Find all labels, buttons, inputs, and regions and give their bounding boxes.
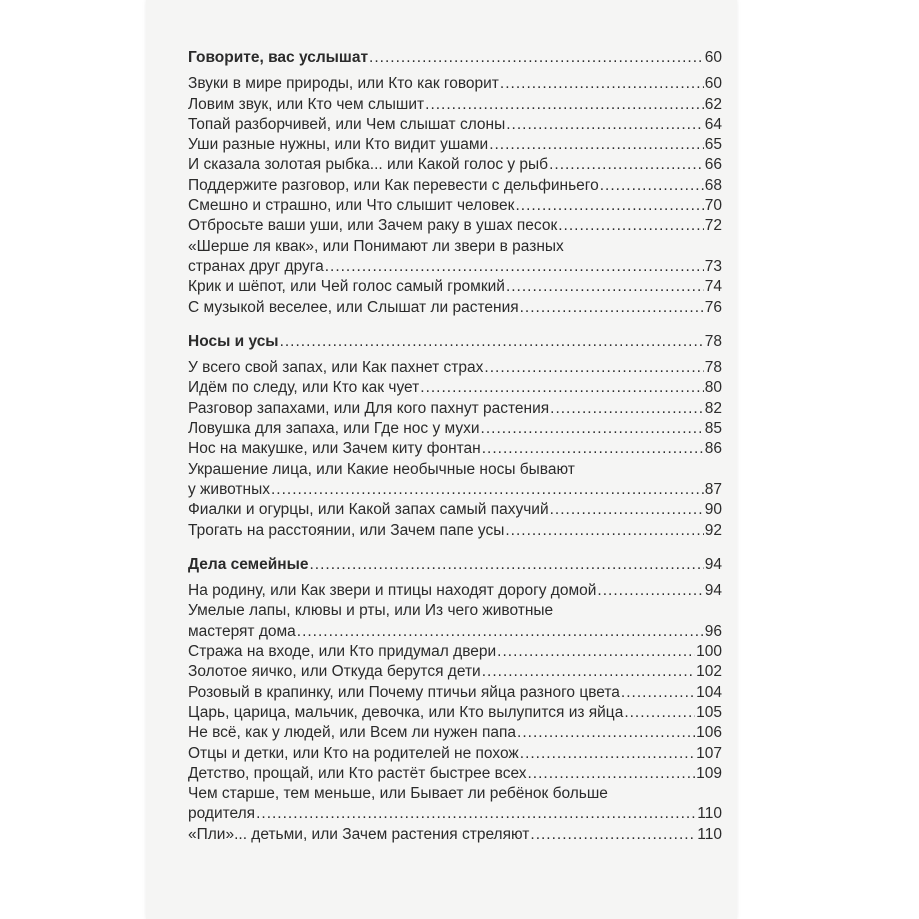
dot-leader <box>506 277 704 297</box>
toc-entry[interactable] <box>188 581 722 601</box>
dot-leader <box>481 419 704 439</box>
dot-leader <box>482 439 704 459</box>
entry-title: родителя <box>188 805 256 823</box>
toc-entry[interactable] <box>188 784 722 825</box>
entry-title: Уши разные нужны, или Кто видит ушами <box>188 136 489 154</box>
toc-entry[interactable] <box>188 196 722 216</box>
toc-section <box>188 48 722 318</box>
toc-entry[interactable] <box>188 115 722 135</box>
dot-leader <box>600 176 704 196</box>
toc-entry[interactable] <box>188 683 722 703</box>
toc-entry[interactable] <box>188 825 722 845</box>
dot-leader <box>550 399 704 419</box>
dot-leader <box>550 500 704 520</box>
page-number: 94 <box>704 555 722 573</box>
table-of-contents <box>188 48 722 859</box>
page-number: 87 <box>704 480 722 498</box>
page-number: 94 <box>704 582 722 600</box>
dot-leader <box>506 115 704 135</box>
dot-leader <box>505 521 703 541</box>
dot-leader <box>520 298 704 318</box>
entry-title: Разговор запахами, или Для кого пахнут растения <box>188 399 550 417</box>
dot-leader <box>549 155 704 175</box>
page-number: 106 <box>696 724 722 742</box>
page-number: 90 <box>704 501 722 519</box>
toc-entry[interactable] <box>188 460 722 501</box>
dot-leader <box>530 825 696 845</box>
entry-title-line: Украшение лица, или Какие необычные носы бывают <box>188 460 575 478</box>
toc-entry[interactable] <box>188 662 722 682</box>
dot-leader <box>597 581 703 601</box>
page-number: 102 <box>696 663 722 681</box>
dot-leader <box>420 378 703 398</box>
entry-title: Золотое яичко, или Откуда берутся дети <box>188 663 481 681</box>
toc-entry[interactable] <box>188 277 722 297</box>
entry-title: Отбросьте ваши уши, или Зачем раку в ушах песок <box>188 217 558 235</box>
entry-title: Ловушка для запаха, или Где нос у мухи <box>188 420 480 438</box>
page-number: 104 <box>696 683 722 701</box>
dot-leader <box>497 642 695 662</box>
toc-entry[interactable] <box>188 601 722 642</box>
page-number: 78 <box>704 332 722 350</box>
page-number: 60 <box>704 49 722 66</box>
page-number: 109 <box>696 764 722 782</box>
page-number: 72 <box>704 217 722 235</box>
toc-entry[interactable] <box>188 399 722 419</box>
page-number: 60 <box>704 75 722 93</box>
dot-leader <box>297 622 704 642</box>
page-number: 80 <box>704 379 722 397</box>
entry-title: Отцы и детки, или Кто на родителей не похож <box>188 744 519 762</box>
dot-leader <box>624 703 695 723</box>
toc-entry[interactable] <box>188 176 722 196</box>
page-number: 110 <box>697 805 722 823</box>
page-number: 70 <box>704 197 722 215</box>
entry-title: Не всё, как у людей, или Всем ли нужен папа <box>188 724 517 742</box>
dot-leader <box>369 48 704 68</box>
entry-title: Идём по следу, или Кто как чует <box>188 379 420 397</box>
page-number: 85 <box>704 420 722 438</box>
dot-leader <box>528 764 696 784</box>
page-number: 107 <box>696 744 722 762</box>
toc-entry[interactable] <box>188 378 722 398</box>
dot-leader <box>256 804 696 824</box>
dot-leader <box>558 216 704 236</box>
dot-leader <box>425 95 704 115</box>
entry-title: Царь, царица, мальчик, девочка, или Кто вылупится из яйца <box>188 703 624 721</box>
dot-leader <box>500 74 704 94</box>
entry-title: Стража на входе, или Кто придумал двери <box>188 643 497 661</box>
page-number: 86 <box>704 440 722 458</box>
toc-section <box>188 555 722 845</box>
entry-title: «Пли»... детьми, или Зачем растения стреляют <box>188 825 530 843</box>
entry-title: у животных <box>188 480 270 498</box>
dot-leader <box>515 196 703 216</box>
dot-leader <box>520 744 695 764</box>
entry-title-line: «Шерше ля квак», или Понимают ли звери в разных <box>188 237 564 255</box>
page-number: 76 <box>704 298 722 316</box>
section-title: Говорите, вас услышат <box>188 49 369 66</box>
page-number: 82 <box>704 399 722 417</box>
entry-title: странах друг друга <box>188 257 324 275</box>
page-number: 105 <box>696 703 722 721</box>
dot-leader <box>310 555 704 575</box>
dot-leader <box>482 662 695 682</box>
entry-title: Звуки в мире природы, или Кто как говорит <box>188 75 499 93</box>
toc-entry[interactable] <box>188 723 722 743</box>
toc-entry[interactable] <box>188 439 722 459</box>
section-title: Дела семейные <box>188 555 309 573</box>
dot-leader <box>271 480 704 500</box>
toc-entry[interactable] <box>188 155 722 175</box>
section-heading[interactable] <box>188 555 722 575</box>
entry-title: Поддержите разговор, или Как перевести с дельфиньего <box>188 176 599 194</box>
dot-leader <box>280 332 704 352</box>
page-number: 62 <box>704 95 722 113</box>
entry-title: мастерят дома <box>188 622 296 640</box>
toc-entry[interactable] <box>188 764 722 784</box>
section-title: Носы и усы <box>188 332 279 350</box>
toc-entry[interactable] <box>188 419 722 439</box>
entry-title: И сказала золотая рыбка... или Какой голос у рыб <box>188 156 549 174</box>
toc-entry[interactable] <box>188 521 722 541</box>
entry-title: Топай разборчивей, или Чем слышат слоны <box>188 115 506 133</box>
dot-leader <box>484 358 703 378</box>
dot-leader <box>489 135 704 155</box>
entry-title: Розовый в крапинку, или Почему птичьи яйца разного цвета <box>188 683 620 701</box>
dot-leader <box>621 683 695 703</box>
page-number: 74 <box>704 278 722 296</box>
toc-entry[interactable] <box>188 744 722 764</box>
toc-entry[interactable] <box>188 237 722 278</box>
page-number: 92 <box>704 521 722 539</box>
entry-title-line: Чем старше, тем меньше, или Бывает ли ребёнок больше <box>188 785 608 803</box>
entry-title: У всего свой запах, или Как пахнет страх <box>188 359 484 377</box>
page-number: 78 <box>704 359 722 377</box>
entry-title: На родину, или Как звери и птицы находят дорогу домой <box>188 582 597 600</box>
entry-title: Фиалки и огурцы, или Какой запах самый пахучий <box>188 501 549 519</box>
section-heading[interactable] <box>188 332 722 352</box>
page-number: 68 <box>704 176 722 194</box>
toc-entry[interactable] <box>188 216 722 236</box>
page-number: 64 <box>704 115 722 133</box>
entry-title: Детство, прощай, или Кто растёт быстрее всех <box>188 764 527 782</box>
page-number: 73 <box>704 257 722 275</box>
entry-title-line: Умелые лапы, клювы и рты, или Из чего животные <box>188 602 554 620</box>
entry-title: Трогать на расстоянии, или Зачем папе усы <box>188 521 505 539</box>
entry-title: Крик и шёпот, или Чей голос самый громкий <box>188 278 505 296</box>
dot-leader <box>325 257 704 277</box>
toc-entry[interactable] <box>188 74 722 94</box>
page-number: 65 <box>704 136 722 154</box>
dot-leader <box>517 723 695 743</box>
toc-entry[interactable] <box>188 95 722 115</box>
entry-title: Смешно и страшно, или Что слышит человек <box>188 197 515 215</box>
entry-title: С музыкой веселее, или Слышат ли растения <box>188 298 519 316</box>
toc-entry[interactable] <box>188 358 722 378</box>
page-number: 100 <box>696 643 722 661</box>
page-number: 66 <box>704 156 722 174</box>
toc-entry[interactable] <box>188 298 722 318</box>
toc-entry[interactable] <box>188 703 722 723</box>
entry-title: Нос на макушке, или Зачем киту фонтан <box>188 440 481 458</box>
page-number: 110 <box>697 825 722 843</box>
toc-entry[interactable] <box>188 500 722 520</box>
section-heading[interactable] <box>188 48 722 68</box>
toc-section <box>188 332 722 541</box>
toc-entry[interactable] <box>188 642 722 662</box>
page-number: 96 <box>704 622 722 640</box>
toc-entry[interactable] <box>188 135 722 155</box>
entry-title: Ловим звук, или Кто чем слышит <box>188 95 425 113</box>
